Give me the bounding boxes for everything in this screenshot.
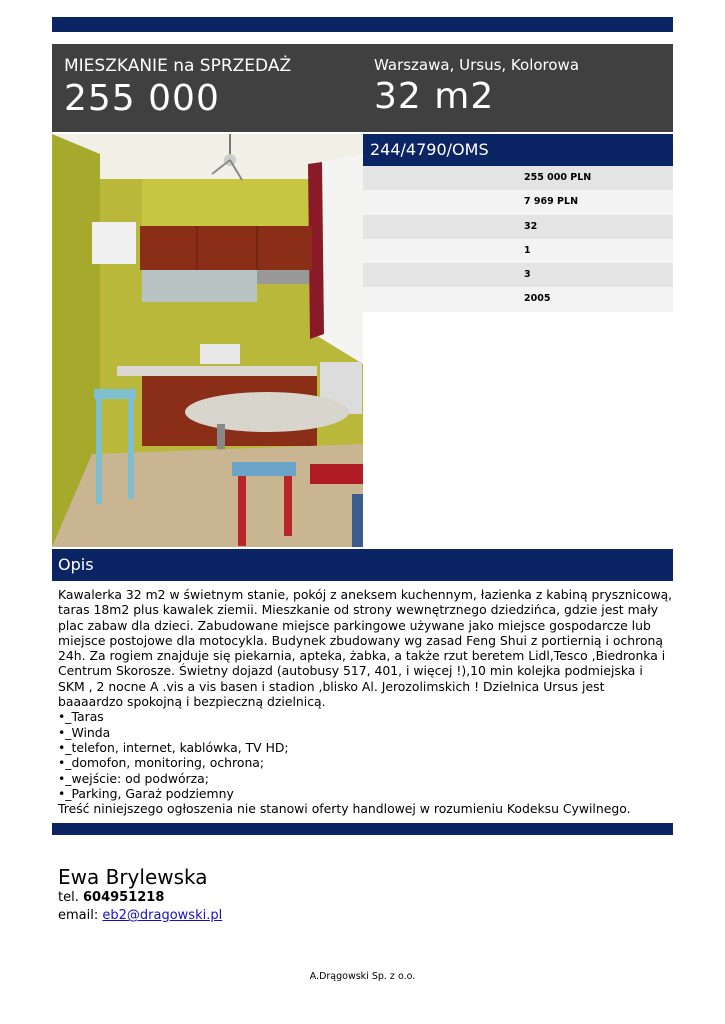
listing-header — [52, 44, 673, 132]
reference-number: 244/4790/OMS — [370, 140, 489, 159]
price: 255 000 — [64, 78, 220, 119]
phone-label: tel. — [58, 890, 79, 905]
feature-list — [58, 709, 673, 801]
list-item: •_wejście: od podwórza; — [58, 770, 209, 786]
detail-row — [363, 215, 673, 239]
detail-value: 3 — [524, 269, 531, 281]
top-accent-bar — [52, 17, 673, 32]
bottom-accent-bar — [52, 823, 673, 835]
detail-row — [363, 190, 673, 214]
list-item: •_domofon, monitoring, ochrona; — [58, 755, 265, 771]
agent-name: Ewa Brylewska — [58, 865, 208, 889]
detail-value: 255 000 PLN — [524, 172, 592, 183]
description-title: Opis — [58, 555, 94, 574]
description-header — [52, 549, 673, 581]
agent-email-link[interactable]: eb2@dragowski.pl — [102, 908, 223, 923]
description-body — [58, 587, 673, 816]
description-paragraph: Kawalerka 32 m2 w świetnym stanie, pokój z aneksem kuchennym, łazienka z kabiną prysznicową, taras 18m2 plus kawalek ziemii. Mieszkanie od strony wewnętrznego dziedzińca, gdzie jest mały plac zabaw dla dzieci. Zabudowane miejsce parkingowe używane jako miejsce gospodarcze lub miejsce postojowe dla motocykla. Budynek zbudowany wg zasad Feng Shui z portiernią i ochroną 24h. Za rogiem znajduje się piekarnia, apteka, żabka, a także rzut beretem Lidl,Tesco ,Biedronka i Centrum Skorosze. Świetny dojazd (autobusy 517, 401, i więcej !),10 min kolejka podmiejska i SKM , 2 nocne A .vis a vis basen i stadion ,blisko Al. Jerozolimskich ! Dzielnica Ursus jest baaaardzo spokojną i bezpieczną dzielnicą. — [58, 587, 673, 710]
detail-row — [363, 166, 673, 190]
agent-contact — [58, 865, 222, 925]
list-item: •_telefon, internet, kablówka, TV HD; — [58, 739, 289, 755]
detail-row — [363, 287, 673, 311]
list-item: •_Parking, Garaż podziemny — [58, 785, 234, 801]
details-table — [363, 166, 673, 312]
list-item: •_Taras — [58, 709, 104, 725]
email-label: email: — [58, 908, 99, 923]
disclaimer: Treść niniejszego ogłoszenia nie stanowi oferty handlowej w rozumieniu Kodeksu Cywilnego. — [58, 801, 631, 817]
agent-email-line — [58, 907, 222, 925]
detail-row — [363, 239, 673, 263]
agent-phone-line — [58, 889, 222, 907]
header-right — [374, 55, 579, 118]
header-left — [64, 56, 291, 120]
detail-row — [363, 263, 673, 287]
detail-value: 7 969 PLN — [524, 196, 579, 208]
detail-value: 1 — [524, 244, 531, 256]
agent-phone: 604951218 — [82, 890, 165, 905]
detail-value: 32 — [524, 220, 538, 232]
location: Warszawa, Ursus, Kolorowa — [374, 56, 580, 74]
property-photo — [52, 134, 363, 547]
area: 32 m2 — [374, 76, 495, 117]
footer-company: A.Drągowski Sp. z o.o. — [309, 971, 416, 982]
detail-value: 2005 — [524, 293, 551, 305]
list-item: •_Winda — [58, 724, 111, 740]
reference-bar — [363, 134, 673, 166]
offer-type: MIESZKANIE na SPRZEDAŻ — [64, 56, 292, 76]
